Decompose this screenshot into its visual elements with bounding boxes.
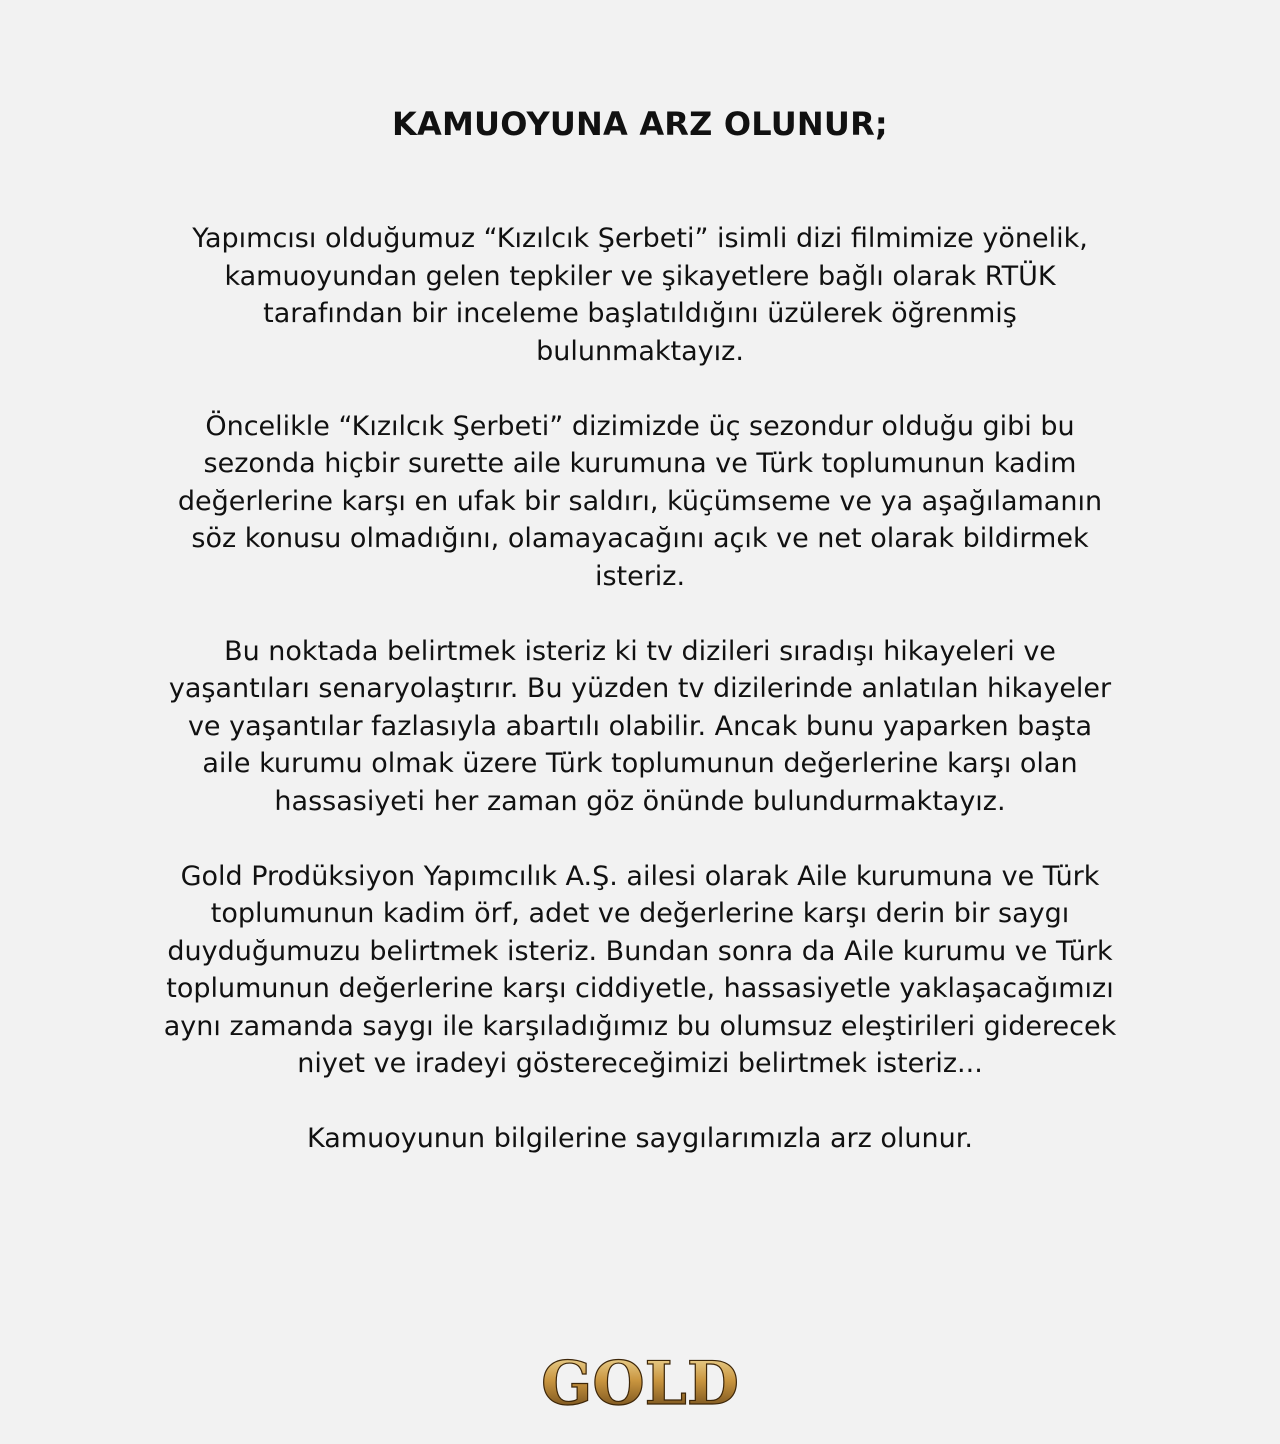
text-line: toplumunun değerlerine karşı ciddiyetle, hassasiyetle yaklaşacağımızı — [166, 973, 1114, 1004]
text-line: yaşantıları senaryolaştırır. Bu yüzden tv dizilerinde anlatılan hikayeler — [168, 673, 1112, 704]
text-line: aile kurumu olmak üzere Türk toplumunun değerlerine karşı olan — [202, 748, 1078, 779]
text-line: bulunmaktayız. — [536, 335, 744, 367]
gold-logo-text: GOLD — [541, 1349, 739, 1418]
text-line: niyet ve iradeyi göstereceğimizi belirtmek isteriz... — [297, 1048, 983, 1079]
text-line: değerlerine karşı en ufak bir saldırı, küçümseme ve ya aşağılamanın — [177, 485, 1103, 517]
gold-logo — [0, 1348, 1280, 1418]
text-line: Kamuoyunun bilgilerine saygılarımızla arz olunur. — [307, 1123, 973, 1154]
text-line: Yapımcısı olduğumuz “Kızılcık Şerbeti” isimli dizi filmimize yönelik, — [192, 223, 1088, 254]
text-line: tarafından bir inceleme başlatıldığını üzülerek öğrenmiş — [263, 298, 1017, 329]
text-line: kamuoyundan gelen tepkiler ve şikayetlere bağlı olarak RTÜK — [224, 260, 1056, 292]
text-line: sezonda hiçbir surette aile kurumuna ve Türk toplumunun kadim — [203, 448, 1077, 479]
paragraph-5 — [40, 1120, 1240, 1158]
text-line: duyduğumuzu belirtmek isteriz. Bundan sonra da Aile kurumu ve Türk — [167, 935, 1113, 967]
text-line: ve yaşantılar fazlasıyla abartılı olabilir. Ancak bunu yaparken başta — [187, 710, 1093, 742]
text-line: Gold Prodüksiyon Yapımcılık A.Ş. ailesi olarak Aile kurumuna ve Türk — [180, 860, 1100, 892]
paragraph-2 — [40, 408, 1240, 596]
paragraph-1 — [40, 220, 1240, 370]
text-line: Bu noktada belirtmek isteriz ki tv dizileri sıradışı hikayeleri ve — [224, 635, 1056, 667]
text-line: isteriz. — [594, 560, 686, 592]
gold-logo-mark — [520, 1348, 760, 1418]
statement-body — [40, 220, 1240, 1195]
text-line: söz konusu olmadığını, olamayacağını açık ve net olarak bildirmek — [191, 523, 1089, 554]
text-line: hassasiyeti her zaman göz önünde bulundurmaktayız. — [274, 785, 1006, 817]
paragraph-4 — [40, 858, 1240, 1083]
statement-title: KAMUOYUNA ARZ OLUNUR; — [392, 105, 888, 143]
text-line: Öncelikle “Kızılcık Şerbeti” dizimizde üç sezondur olduğu gibi bu — [205, 410, 1075, 442]
text-line: toplumunun kadim örf, adet ve değerlerine karşı derin bir saygı — [210, 898, 1070, 929]
text-line: aynı zamanda saygı ile karşıladığımız bu olumsuz eleştirileri giderecek — [163, 1010, 1117, 1042]
paragraph-3 — [40, 633, 1240, 821]
